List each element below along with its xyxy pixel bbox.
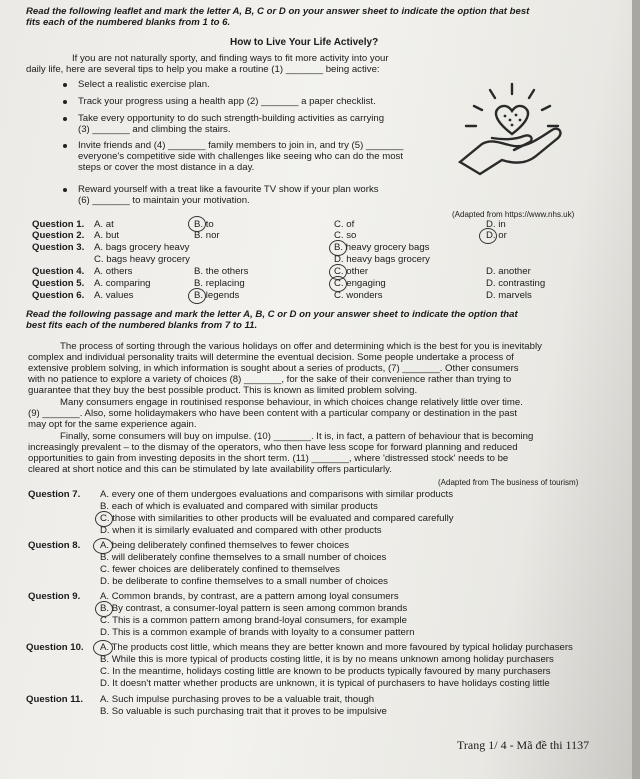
part1-instruction-line1: Read the following leaflet and mark the letter A, B, C or D on your answer sheet to indicate the option that best — [26, 6, 530, 17]
q3-option-d: D. heavy bags grocery — [334, 254, 430, 265]
passage-line: opportunities to gain from investing deposits in the short term. (11) _______, where 'distressed stock' needs to be — [28, 453, 509, 464]
q9-option-a: A. Common brands, by contrast, are a pattern among loyal consumers — [100, 591, 399, 602]
passage-line: complex and individual personality traits will determine the eventual decision. Some people undertake a process of — [28, 352, 514, 363]
q9-option-c: C. This is a common pattern among brand-loyal consumers, for example — [100, 615, 407, 626]
q10-option-c: C. In the meantime, holidays costing little are known to be products typically favoured by many purchasers — [100, 666, 551, 677]
bullet-dot — [63, 144, 67, 148]
q3-option-b: B. heavy grocery bags — [334, 242, 430, 253]
q6-label: Question 6. — [32, 290, 85, 301]
q1-option-c: C. of — [334, 219, 355, 230]
q8-label: Question 8. — [28, 540, 81, 551]
q2-label: Question 2. — [32, 230, 85, 241]
bullet-5-line2: (6) _______ to maintain your motivation. — [78, 195, 250, 206]
hand-heart-icon — [452, 78, 572, 178]
q5-option-a: A. comparing — [94, 278, 151, 289]
q4-option-c: C. other — [334, 266, 369, 277]
passage-line: cleared at short notice and this can be stimulated by late availability offers particularly. — [28, 464, 392, 475]
q5-option-d: D. contrasting — [486, 278, 546, 289]
bullet-4-line2: everyone's competitive side with challenges like seeing who can do the most — [78, 151, 403, 162]
q6-option-a: A. values — [94, 290, 134, 301]
leaflet-title: How to Live Your Life Actively? — [230, 37, 379, 48]
answer-circle-mark — [188, 288, 206, 304]
passage-line: guarantee that they buy the best possible product. This is known as limited problem solving. — [28, 385, 418, 396]
part1-source: (Adapted from https://www.nhs.uk) — [452, 210, 575, 219]
q8-option-a: A. being deliberately confined themselves to fewer choices — [100, 540, 350, 551]
q11-option-b: B. So valuable is such purchasing trait that it proves to be impulsive — [100, 706, 387, 717]
bullet-2-line1: Track your progress using a health app (2) _______ a paper checklist. — [78, 96, 376, 107]
part1-instruction-line2: fits each of the numbered blanks from 1 to 6. — [26, 17, 231, 28]
passage-line: (9) _______. Also, some holidaymakers who have been content with a particular company or destination in the past — [28, 408, 518, 419]
q1-option-d: D. in — [486, 219, 506, 230]
q11-label: Question 11. — [26, 694, 84, 705]
q1-label: Question 1. — [32, 219, 85, 230]
leaflet-intro-line2: daily life, here are several tips to help you make a routine (1) _______ being active: — [26, 64, 380, 75]
q11-option-a: A. Such impulse purchasing proves to be a valuable trait, though — [100, 694, 375, 705]
q9-option-b: B. By contrast, a consumer-loyal pattern is seen among common brands — [100, 603, 408, 614]
passage-line: may opt for the same experience again. — [28, 419, 197, 430]
part2-source: (Adapted from The business of tourism) — [438, 478, 579, 487]
q8-option-b: B. will deliberately confine themselves to a small number of choices — [100, 552, 387, 563]
part2-instruction-line2: best fits each of the numbered blanks from 7 to 11. — [26, 320, 258, 331]
q2-option-d: D. or — [486, 230, 507, 241]
q1-option-b: B. to — [194, 219, 214, 230]
answer-circle-mark — [329, 276, 347, 292]
passage-line: Many consumers engage in routinised response behaviour, in which choices change relatively little over time. — [60, 397, 523, 408]
q5-label: Question 5. — [32, 278, 85, 289]
q4-label: Question 4. — [32, 266, 85, 277]
q5-option-b: B. replacing — [194, 278, 245, 289]
q4-option-a: A. others — [94, 266, 133, 277]
q8-option-d: D. be deliberate to confine themselves to a small number of choices — [100, 576, 388, 587]
bullet-3-line1: Take every opportunity to do such strength-building activities as carrying — [78, 113, 385, 124]
q2-option-b: B. nor — [194, 230, 220, 241]
answer-circle-mark — [93, 640, 113, 656]
q7-option-a: A. every one of them undergoes evaluations and comparisons with similar products — [100, 489, 454, 500]
q2-option-c: C. so — [334, 230, 357, 241]
passage-line: with no patience to explore a variety of choices (8) _______, for the sake of their convenience rather than trying to — [28, 374, 512, 385]
q9-label: Question 9. — [28, 591, 81, 602]
passage-line: extensive problem solving, in which information is sought about a series of products, (7) _______. Other consumers — [28, 363, 519, 374]
bullet-4-line1: Invite friends and (4) _______ family members to join in, and try (5) _______ — [78, 140, 404, 151]
q4-option-b: B. the others — [194, 266, 249, 277]
bullet-dot — [63, 188, 67, 192]
bullet-dot — [63, 83, 67, 87]
q1-option-a: A. at — [94, 219, 114, 230]
leaflet-intro-line1: If you are not naturally sporty, and finding ways to fit more activity into your — [72, 53, 389, 64]
answer-circle-mark — [329, 240, 347, 256]
q3-option-a: A. bags grocery heavy — [94, 242, 190, 253]
page-edge — [632, 0, 640, 779]
bullet-5-line1: Reward yourself with a treat like a favourite TV show if your plan works — [78, 184, 379, 195]
passage-line: The process of sorting through the various holidays on offer and determining which is the best for you is inevitably — [60, 341, 542, 352]
q8-option-c: C. fewer choices are deliberately confined to themselves — [100, 564, 340, 575]
bullet-dot — [63, 100, 67, 104]
answer-circle-mark — [95, 511, 113, 527]
q10-option-a: A. The products cost little, which means they are better known and more favoured by typical holiday purchasers — [100, 642, 573, 653]
q10-option-d: D. It doesn't matter whether products are unknown, it is typical of purchasers to have holidays costing little — [100, 678, 550, 689]
bullet-4-line3: steps or cover the most distance in a day. — [78, 162, 255, 173]
q2-option-a: A. but — [94, 230, 120, 241]
q9-option-d: D. This is a common example of brands with loyalty to a consumer pattern — [100, 627, 415, 638]
q6-option-d: D. marvels — [486, 290, 532, 301]
q7-option-d: D. when it is similarly evaluated and compared with other products — [100, 525, 382, 536]
passage-line: Finally, some consumers will buy on impulse. (10) _______. It is, in fact, a pattern of behaviour that is becoming — [60, 431, 534, 442]
q5-option-c: C. engaging — [334, 278, 386, 289]
answer-circle-mark — [93, 538, 113, 554]
part2-instruction-line1: Read the following passage and mark the letter A, B, C or D on your answer sheet to indicate the option that — [26, 309, 518, 320]
q10-label: Question 10. — [26, 642, 84, 653]
bullet-3-line2: (3) _______ and climbing the stairs. — [78, 124, 231, 135]
q4-option-d: D. another — [486, 266, 531, 277]
q10-option-b: B. While this is more typical of products costing little, it is by no means unknown among holiday purchasers — [100, 654, 554, 665]
q6-option-c: C. wonders — [334, 290, 383, 301]
answer-circle-mark — [188, 216, 206, 232]
page-footer: Trang 1/ 4 - Mã đề thi 1137 — [457, 738, 590, 752]
q3-option-c: C. bags heavy grocery — [94, 254, 190, 265]
q7-option-b: B. each of which is evaluated and compared with similar products — [100, 501, 378, 512]
passage-line: increasingly prevalent – to the dismay of the operators, who then have less scope for forward planning and reduced — [28, 442, 518, 453]
answer-circle-mark — [479, 228, 497, 244]
answer-circle-mark — [95, 601, 113, 617]
q6-option-b: B. legends — [194, 290, 240, 301]
q3-label: Question 3. — [32, 242, 85, 253]
bullet-dot — [63, 117, 67, 121]
q7-option-c: C. those with similarities to other products will be evaluated and compared carefully — [100, 513, 454, 524]
bullet-1-line1: Select a realistic exercise plan. — [78, 79, 210, 90]
q7-label: Question 7. — [28, 489, 81, 500]
